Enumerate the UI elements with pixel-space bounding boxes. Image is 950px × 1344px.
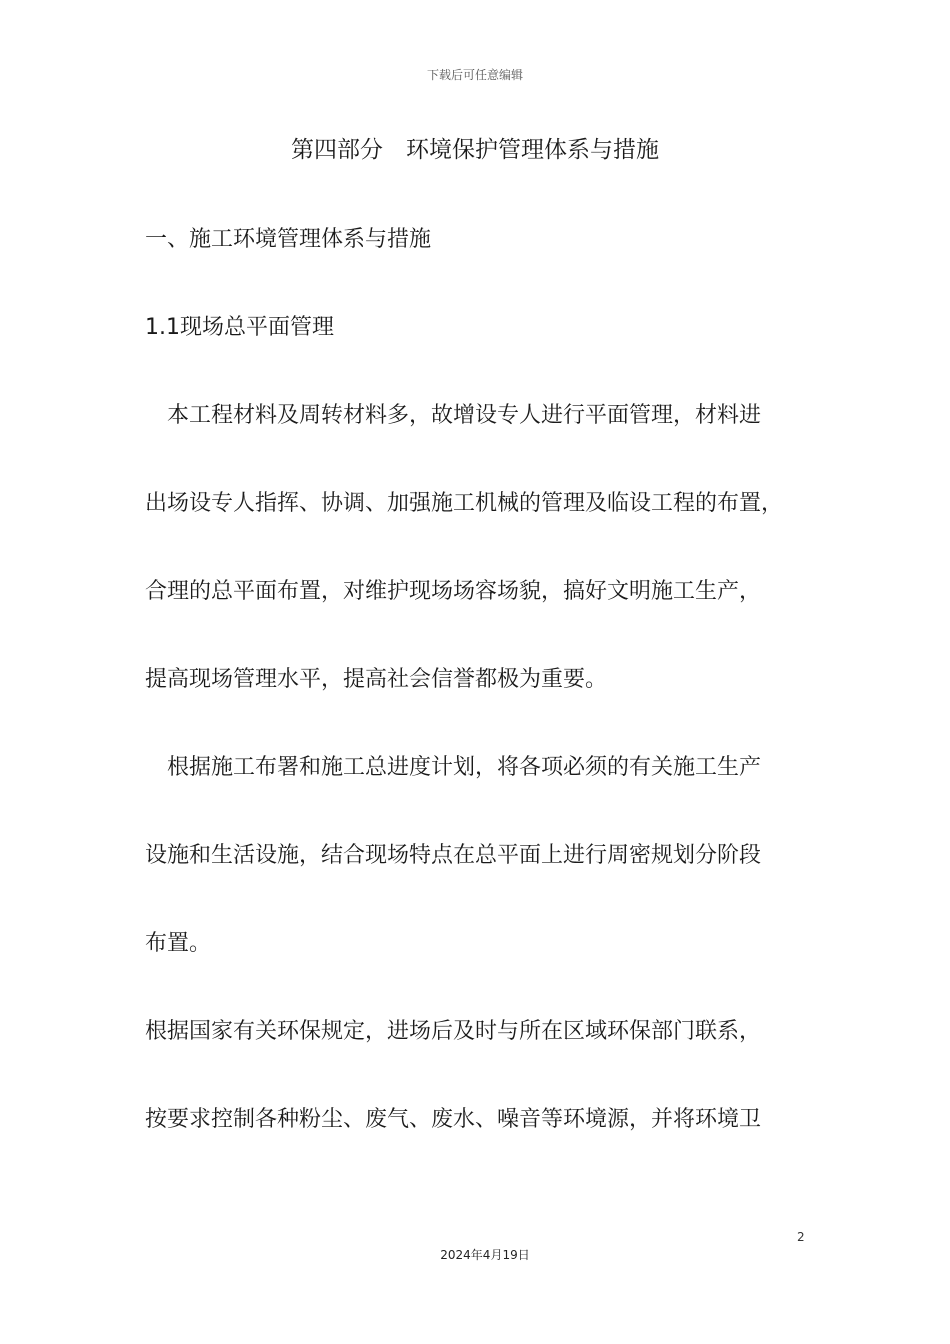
paragraph-line: 出场设专人指挥、协调、加强施工机械的管理及临设工程的布置， bbox=[145, 491, 784, 516]
paragraph-line: 提高现场管理水平，提高社会信誉都极为重要。 bbox=[145, 667, 608, 692]
section-heading: 一、施工环境管理体系与措施 bbox=[145, 227, 432, 252]
header-note: 下载后可任意编辑 bbox=[426, 68, 523, 82]
page-number: 2 bbox=[797, 1230, 805, 1244]
page-title: 第四部分 环境保护管理体系与措施 bbox=[291, 137, 659, 163]
paragraph-line: 合理的总平面布置，对维护现场场容场貌，搞好文明施工生产， bbox=[145, 579, 762, 604]
subsection-heading: 1.1现场总平面管理 bbox=[145, 315, 334, 340]
footer-date: 2024年4月19日 bbox=[440, 1248, 530, 1262]
paragraph-line: 根据施工布署和施工总进度计划，将各项必须的有关施工生产 bbox=[167, 755, 762, 780]
paragraph-line: 本工程材料及周转材料多，故增设专人进行平面管理，材料进 bbox=[167, 403, 762, 428]
paragraph-line: 设施和生活设施，结合现场特点在总平面上进行周密规划分阶段 bbox=[145, 843, 762, 868]
paragraph-line: 按要求控制各种粉尘、废气、废水、噪音等环境源，并将环境卫 bbox=[145, 1107, 762, 1132]
paragraph-line: 布置。 bbox=[145, 931, 212, 956]
paragraph-line: 根据国家有关环保规定，进场后及时与所在区域环保部门联系， bbox=[145, 1019, 762, 1044]
